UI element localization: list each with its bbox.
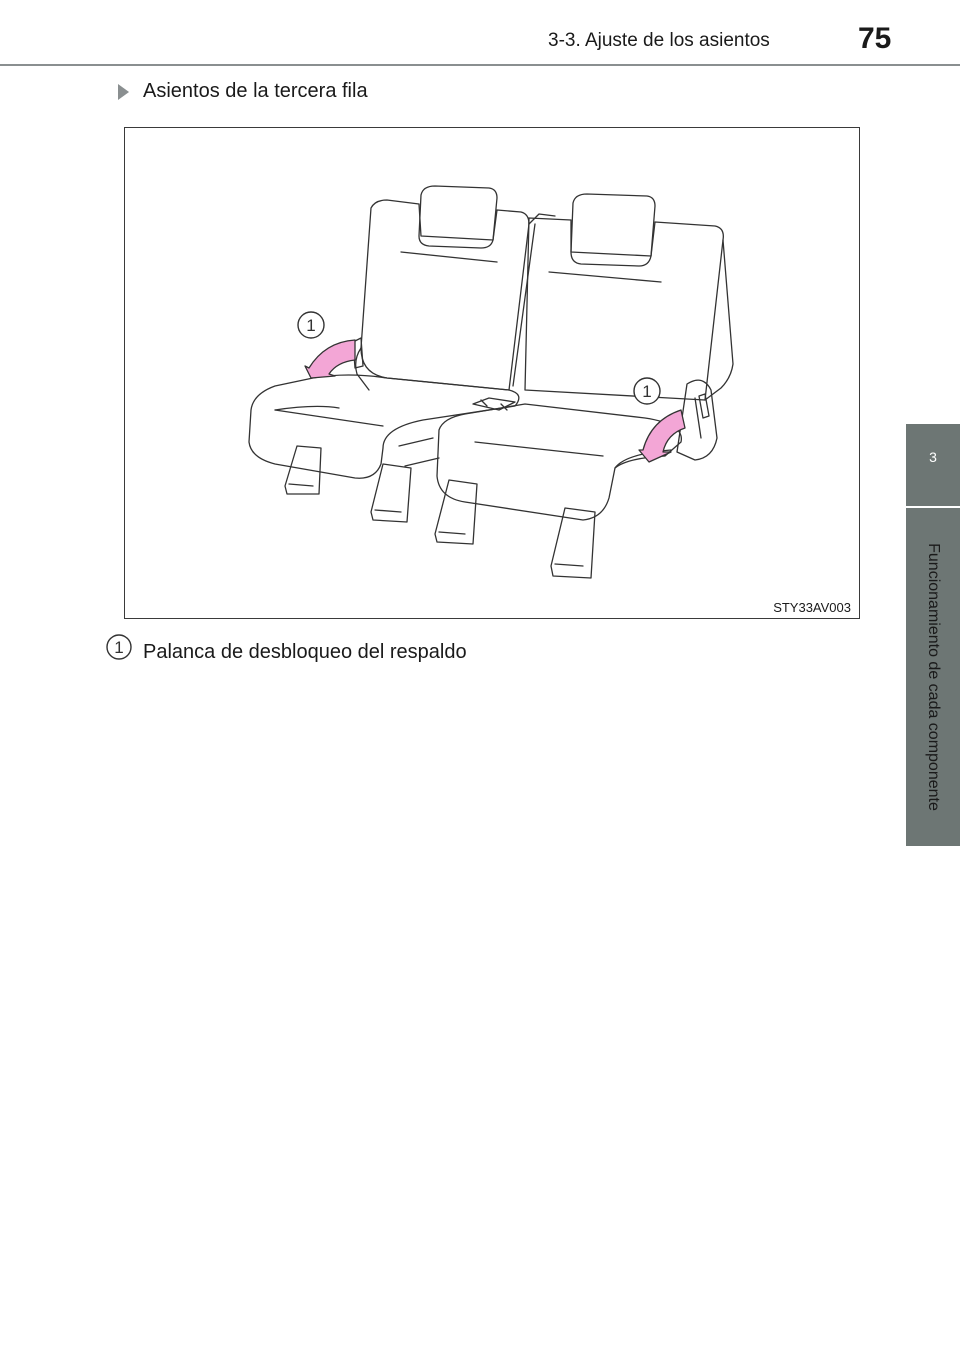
- third-row-seat-drawing: [125, 128, 861, 620]
- page-number: 75: [858, 22, 892, 55]
- seat-leg: [371, 464, 411, 522]
- left-backrest: [361, 200, 529, 390]
- chapter-title: Funcionamiento de cada componente: [925, 543, 942, 811]
- callout-label-left: 1: [306, 316, 316, 335]
- header-rule: [0, 64, 960, 66]
- right-cushion: [437, 404, 681, 520]
- right-backrest: [525, 218, 723, 400]
- left-release-arrow: [305, 340, 355, 378]
- header-title: 3-3. Ajuste de los asientos: [548, 30, 770, 51]
- legend-label: Palanca de desbloqueo del respaldo: [143, 641, 467, 663]
- legend-badge-icon: [106, 634, 132, 660]
- section-title: Asientos de la tercera fila: [143, 80, 368, 102]
- chapter-tab: 3: [906, 424, 960, 506]
- legend-number: 1: [114, 638, 124, 657]
- triangle-bullet-icon: [118, 84, 129, 100]
- figure-code: STY33AV003: [773, 600, 851, 615]
- seat-leg: [285, 446, 321, 494]
- left-cushion: [249, 375, 519, 478]
- seat-illustration: [124, 127, 860, 619]
- callout-label-right: 1: [642, 382, 652, 401]
